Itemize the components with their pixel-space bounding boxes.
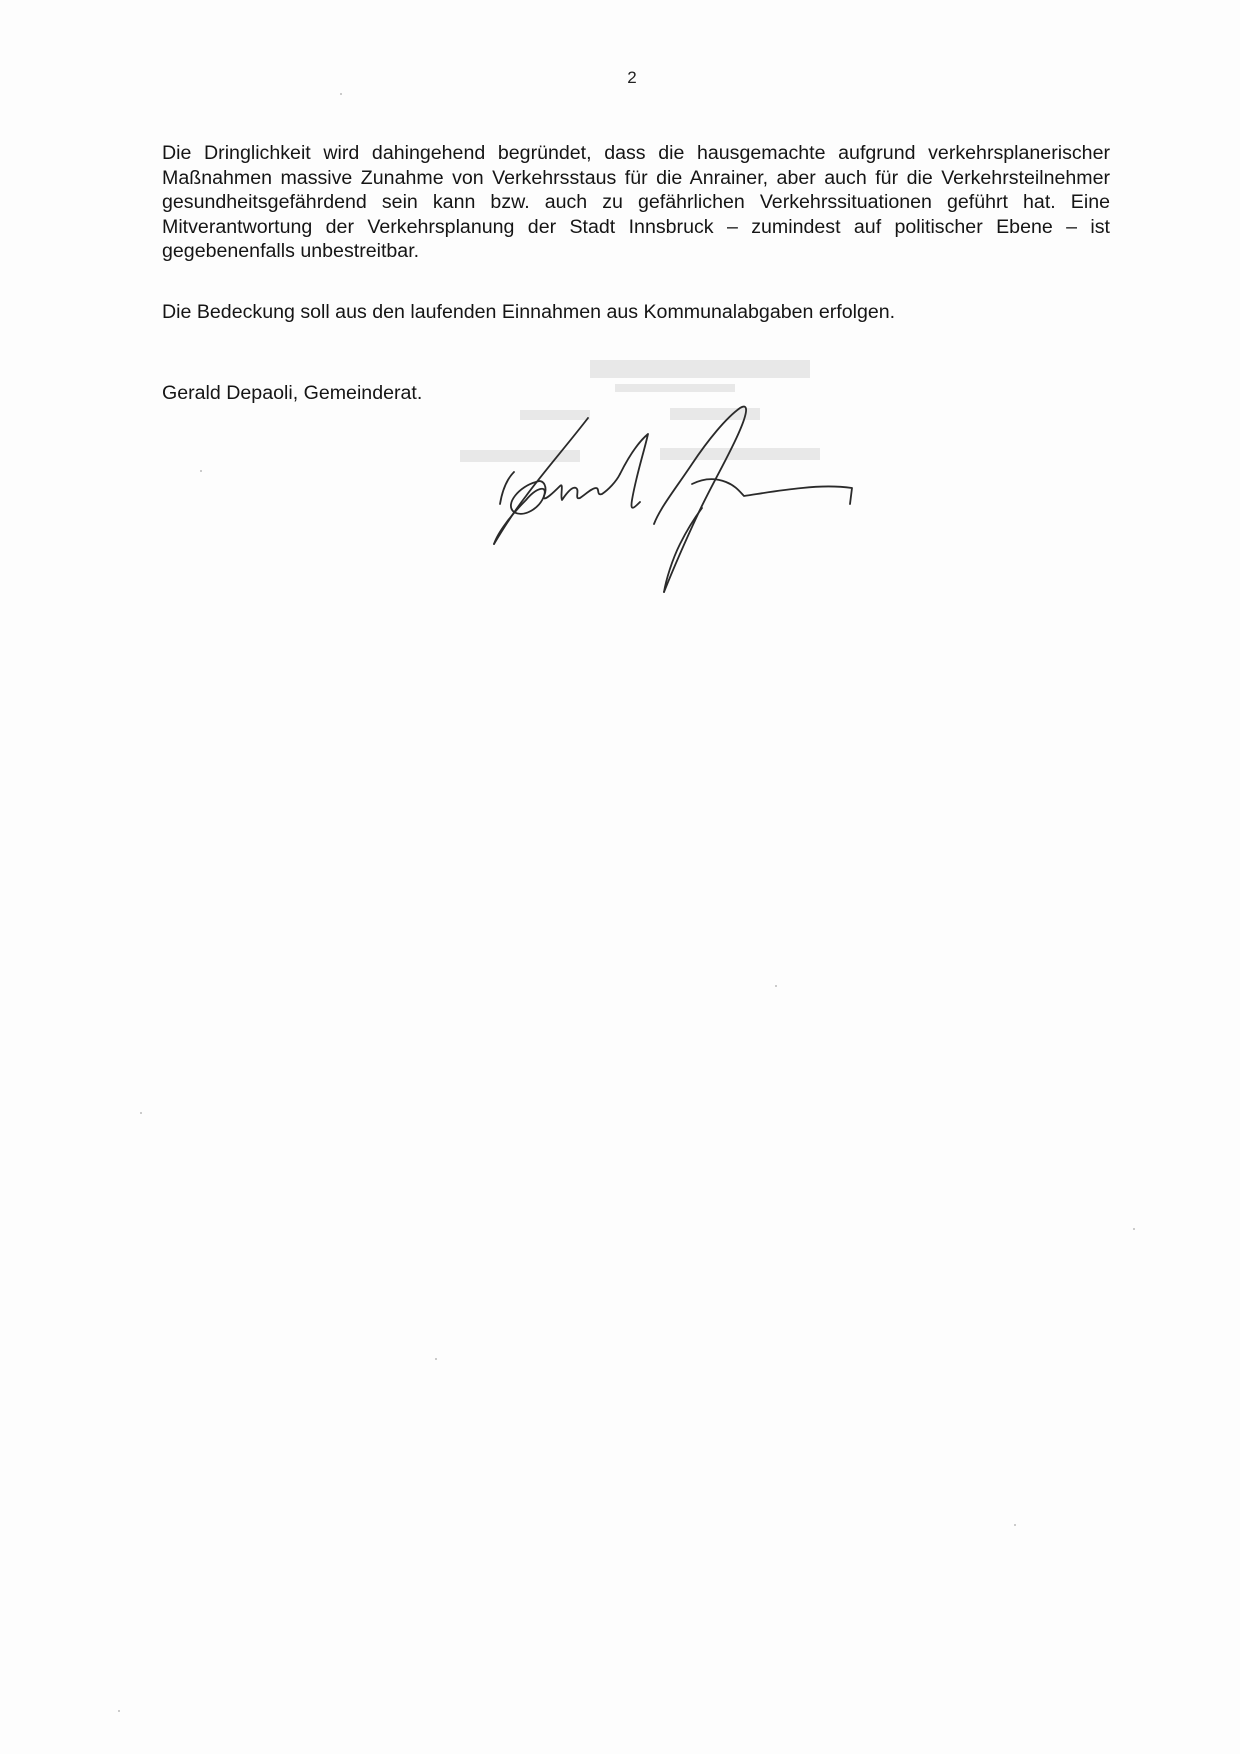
scan-speck [435,1358,437,1360]
page-number: 2 [627,68,637,87]
paragraph-urgency: Die Dringlichkeit wird dahingehend begründet, dass die hausgemachte aufgrund verkehrsplanerischer Maßnahmen massive Zunahme von Verkehrsstaus für die Anrainer, aber auch für die Verkehrsteilnehmer gesundheitsgefährdend sein kann bzw. auch zu gefährlichen Verkehrssituationen geführt hat. Eine Mitverantwortung der Verkehrsplanung der Stadt Innsbruck – zumindest auf politischer Ebene – ist gegebenenfalls unbestreitbar. [162,142,1110,262]
handwritten-signature-icon [440,404,960,604]
paragraph-funding: Die Bedeckung soll aus den laufenden Einnahmen aus Kommunalabgaben erfolgen. [162,301,896,323]
scan-speck [775,985,777,987]
signatory-name: Gerald Depaoli, Gemeinderat. [162,382,423,404]
scan-speck [340,93,342,95]
scan-speck [140,1112,142,1114]
scan-speck [118,1710,120,1712]
scan-speck [1133,1228,1135,1230]
scan-speck [1014,1524,1016,1526]
scan-speck [200,470,202,472]
